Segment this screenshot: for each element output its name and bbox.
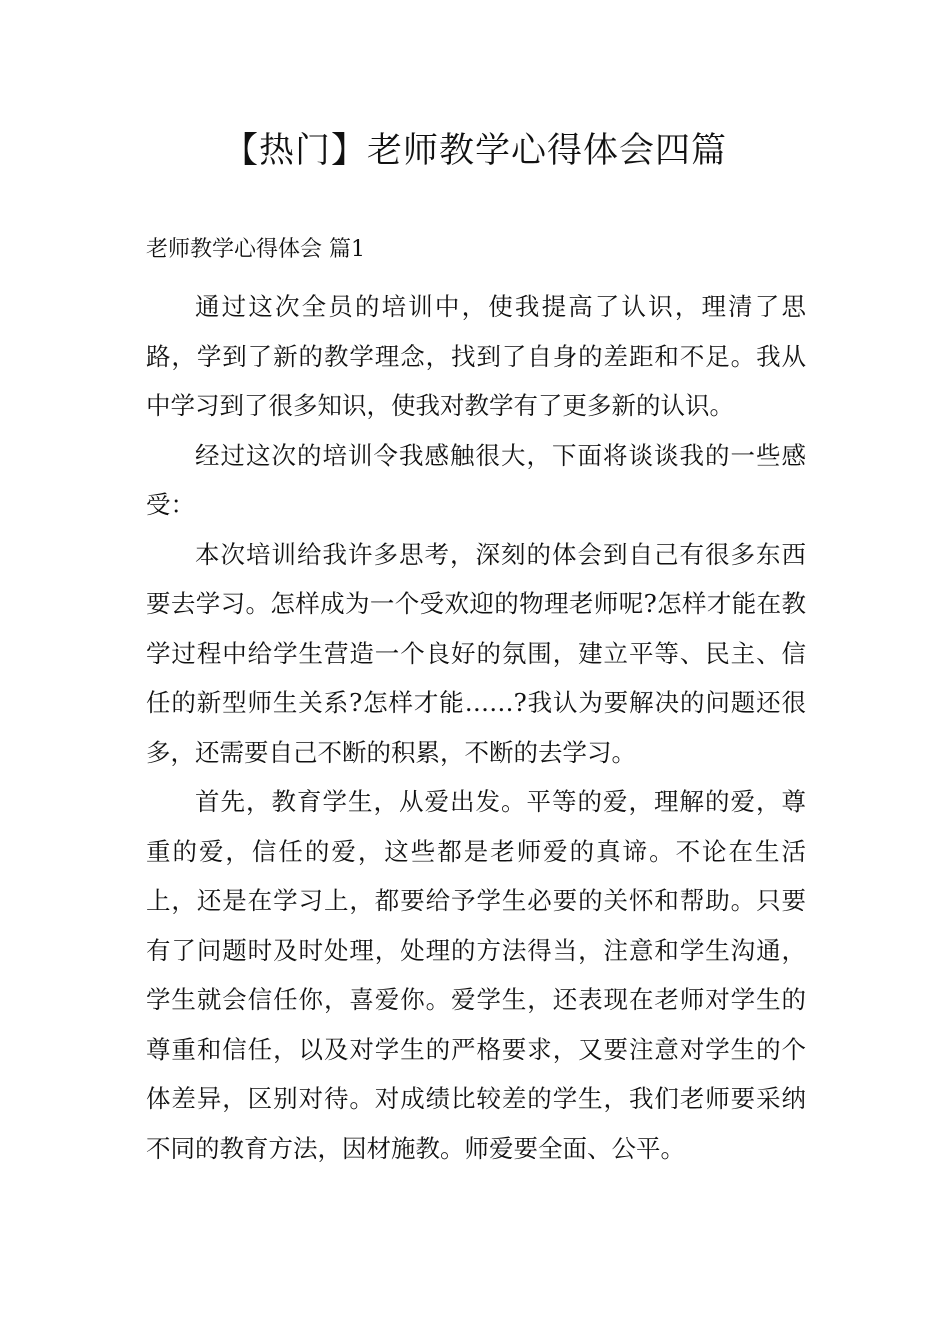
paragraph-4: 首先，教育学生，从爱出发。平等的爱，理解的爱，尊重的爱，信任的爱，这些都是老师爱的真谛。不论在生活上，还是在学习上，都要给予学生必要的关怀和帮助。只要有了问题时及时处理，处理的方法得当，注意和学生沟通，学生就会信任你，喜爱你。爱学生，还表现在老师对学生的尊重和信任，以及对学生的严格要求，又要注意对学生的个体差异，区别对待。对成绩比较差的学生，我们老师要采纳不同的教育方法，因材施教。师爱要全面、公平。 — [146, 787, 806, 1163]
section-heading: 老师教学心得体会 篇1 — [146, 237, 365, 262]
paragraph-3: 本次培训给我许多思考，深刻的体会到自己有很多东西要去学习。怎样成为一个受欢迎的物理老师呢?怎样才能在教学过程中给学生营造一个良好的氛围，建立平等、民主、信任的新型师生关系?怎样才能……?我认为要解决的问题还很多，还需要自己不断的积累，不断的去学习。 — [146, 539, 806, 767]
document-body — [146, 232, 806, 1173]
document-title: 【热门】老师教学心得体会四篇 — [222, 131, 727, 171]
paragraph-1: 通过这次全员的培训中，使我提高了认识，理清了思路，学到了新的教学理念，找到了自身的差距和不足。我从中学习到了很多知识，使我对教学有了更多新的认识。 — [146, 292, 806, 420]
paragraph-2: 经过这次的培训令我感触很大，下面将谈谈我的一些感受： — [146, 440, 806, 519]
